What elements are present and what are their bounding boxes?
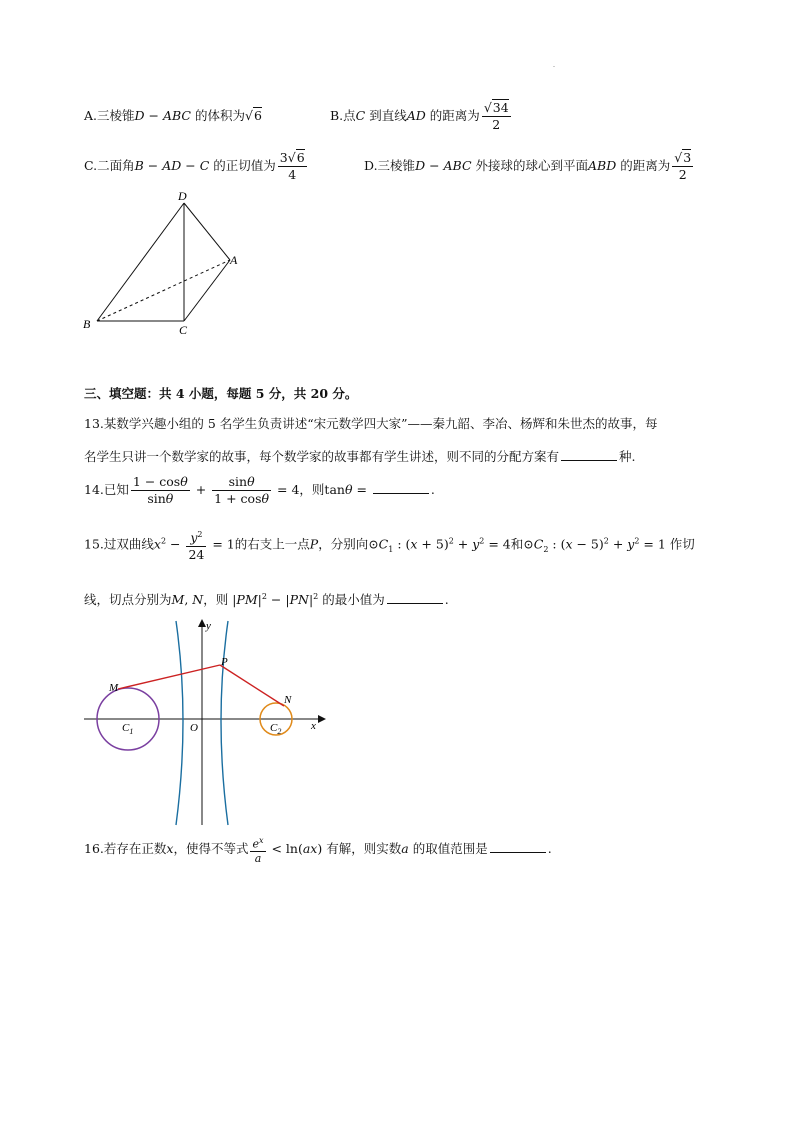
option-c-prefix: C.二面角 [84, 158, 135, 173]
edge-db [97, 203, 184, 321]
option-d: D.三棱锥D − ABC 外接球的球心到平面ABD 的距离为 $\frac{√3}{2}$ [364, 150, 692, 182]
option-c-mid: 的正切值为 [213, 158, 276, 173]
edge-da [184, 203, 230, 260]
q13-line1: 13.某数学兴趣小组的 5 名学生负责讲述“宋元数学四大家”——秦九韶、李冶、杨辉和朱世杰的故事，每 [84, 416, 658, 431]
option-a: A.三棱锥D − ABC 的体积为√6 [84, 108, 262, 123]
q15-line2b: ，则 [203, 592, 229, 608]
edge-ca [184, 260, 230, 321]
option-d-mid2: 的距离为 [620, 158, 671, 173]
label-a: A [230, 253, 238, 267]
q13-line2 [84, 446, 636, 467]
q14-mid: ，则 [299, 482, 325, 497]
x-axis-arrow [318, 715, 326, 723]
q13-line2-text: 名学生只讲一个数学家的故事，每个数学家的故事都有学生讲述，则不同的分配方案有 [84, 449, 560, 464]
label-d: D [178, 189, 187, 203]
q13-answer-blank [561, 446, 617, 461]
q16-mid: ，使得不等式 [173, 840, 249, 856]
hyperbola-figure [80, 615, 330, 830]
option-b-mid2: 的距离为 [429, 108, 480, 123]
hyperbola-left-branch [176, 621, 183, 825]
q16-mid3: 的取值范围是 [412, 840, 488, 856]
q15-line2a: 线，切点分别为 [84, 592, 172, 608]
label-c2: $C_2$ [270, 722, 282, 736]
label-x: x [311, 720, 316, 732]
label-n: N [284, 694, 292, 706]
q14-prefix: 14.已知 [84, 482, 129, 497]
label-c: C [179, 323, 188, 337]
scan-dot [553, 66, 555, 67]
label-c1-letter: C [122, 722, 130, 734]
option-a-prefix: A.三棱锥 [84, 108, 135, 123]
option-b: B.点C 到直线AD 的距离为 $\frac{√34}{2}$ [330, 100, 509, 132]
option-b-prefix: B.点 [330, 108, 356, 123]
q16-mid2: 有解，则实数 [326, 840, 402, 856]
label-o: O [190, 722, 198, 734]
q13-line2-suffix: 种. [619, 449, 636, 464]
q14-answer-blank [373, 479, 429, 494]
q15-prefix: 15.过双曲线 [84, 536, 154, 552]
y-axis-arrow [198, 619, 206, 627]
edge-ba-hidden [97, 260, 230, 321]
hyperbola-right-branch [221, 621, 228, 825]
q15-part2: ，分别向⊙ [318, 536, 379, 552]
q14-line: 14.已知 $\frac{1 - \cos\theta}{\sin\theta}$ + $\frac{\sin\theta}{1 + \cos\theta}$ = 4，则tanθ = . [84, 474, 435, 506]
q15-part3: 和⊙ [510, 536, 534, 552]
q15-line2c: 的最小值为 [322, 592, 385, 608]
segment-pm [118, 665, 220, 689]
tetrahedron-figure [80, 185, 260, 340]
label-y: y [206, 620, 211, 632]
option-b-mid1: 到直线 [369, 108, 407, 123]
q16-prefix: 16.若存在正数 [84, 840, 167, 856]
q16-line: 16.若存在正数x，使得不等式 $\frac{e^x}{a}$ < ln(ax) 有解，则实数a 的取值范围是 . [84, 836, 552, 865]
q16-answer-blank [490, 838, 546, 853]
label-p: P [221, 656, 228, 668]
q15-line1: 15.过双曲线$x^2$ − $\frac{y^2}{24}$ = 1的右支上一点P，分别向$⊙C_1$ : $(x + 5)^2 + y^2 = 4$和$⊙C_2$ : $(x - 5)^2 + y^2 = 1$ 作切 [84, 527, 695, 563]
label-b: B [83, 317, 91, 331]
segment-pn [220, 665, 284, 706]
q15-part4: 作切 [669, 536, 695, 552]
q15-line2: 线，切点分别为M, N，则 $|PM|^2 - |PN|^2$ 的最小值为 . [84, 587, 449, 610]
label-c2-letter: C [270, 722, 278, 734]
option-c: C.二面角B − AD − C 的正切值为 $\frac{3√6}{4}$ [84, 150, 305, 182]
option-d-mid: 外接球的球心到平面 [475, 158, 589, 173]
q15-part1: 的右支上一点 [234, 536, 310, 552]
label-m: M [109, 682, 119, 694]
option-d-prefix: D.三棱锥 [364, 158, 416, 173]
q15-answer-blank [387, 589, 443, 604]
section-title: 三、填空题：共 4 小题，每题 5 分，共 20 分。 [84, 386, 358, 401]
option-a-mid: 的体积为 [194, 108, 245, 123]
label-c1: $C_1$ [122, 722, 134, 736]
